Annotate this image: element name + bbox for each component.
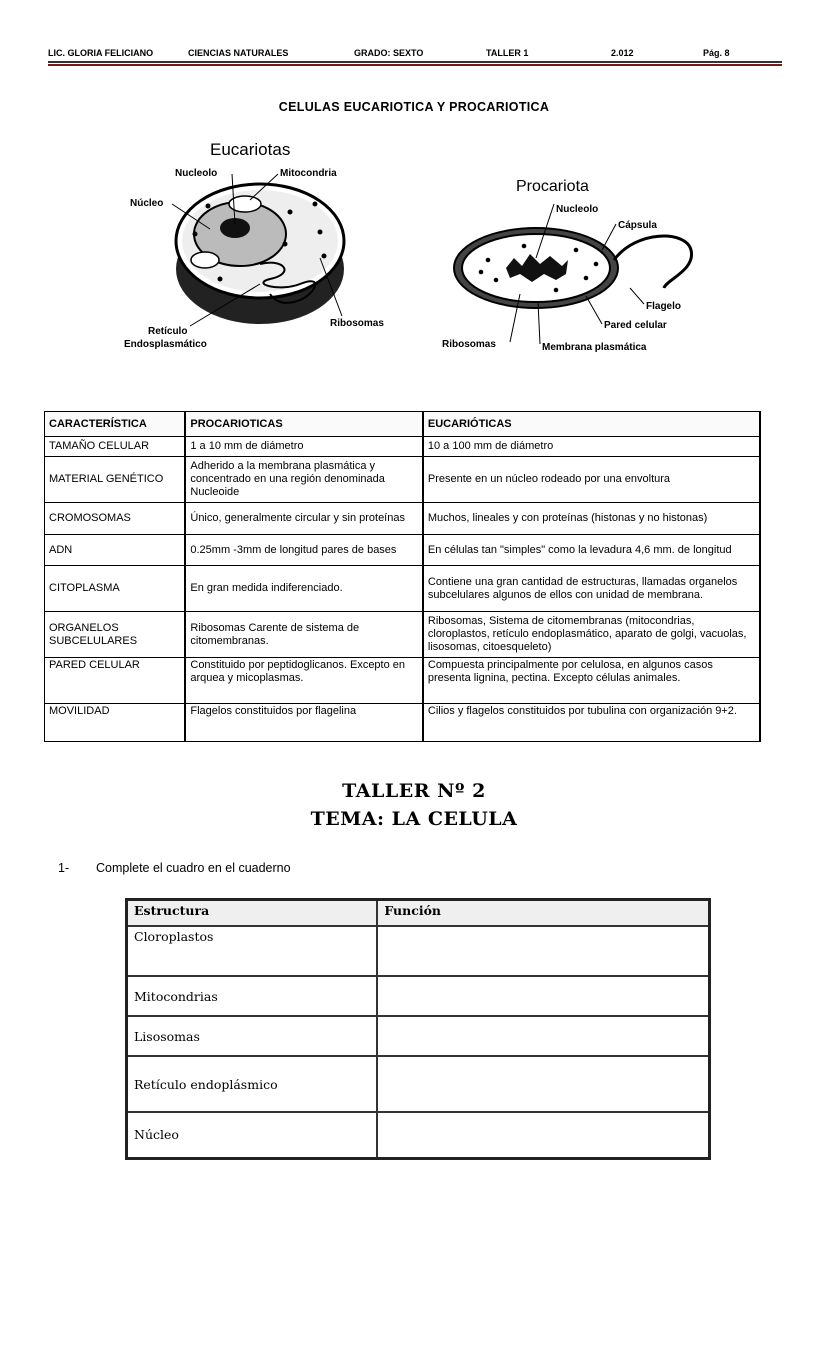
table-row: [45, 566, 761, 612]
table-row: [45, 503, 761, 535]
label-membrana: Membrana plasmática: [542, 342, 647, 353]
table-cell: Único, generalmente circular y sin proteínas: [185, 503, 423, 535]
table-cell: Presente en un núcleo rodeado por una envoltura: [423, 457, 760, 503]
header-cell: CARACTERÍSTICA: [45, 412, 186, 437]
table-row: [127, 976, 710, 1016]
eukaryote-diagram: [110, 134, 410, 356]
table-header-row: [45, 412, 761, 437]
table-cell: CROMOSOMAS: [45, 503, 186, 535]
label-mitocondria: Mitocondria: [280, 168, 337, 179]
header-rule: [48, 61, 782, 63]
table-cell: PARED CELULAR: [45, 658, 186, 704]
table-cell: En células tan "simples" como la levadura 4,6 mm. de longitud: [423, 535, 760, 566]
table-row: [127, 1056, 710, 1112]
mitochondria-icon: [191, 252, 219, 268]
header-year: 2.012: [611, 48, 634, 58]
function-answer-cell[interactable]: [377, 976, 709, 1016]
table-cell: Constituido por peptidoglicanos. Excepto en arquea y micoplasmas.: [185, 658, 423, 704]
label-reticulo-1: Retículo: [148, 326, 188, 337]
question-number: 1-: [58, 861, 70, 875]
table-row: [45, 437, 761, 457]
table-cell: ADN: [45, 535, 186, 566]
table-row: [45, 704, 761, 742]
label-ribosomas: Ribosomas: [442, 339, 496, 350]
table-header-row: [127, 900, 710, 927]
table-row: [45, 658, 761, 704]
table-row: [45, 535, 761, 566]
table-row: [45, 612, 761, 658]
table-cell: Muchos, lineales y con proteínas (histonas y no histonas): [423, 503, 760, 535]
page-header: [48, 46, 782, 60]
label-nucleo: Núcleo: [130, 198, 164, 209]
table-cell: En gran medida indiferenciado.: [185, 566, 423, 612]
table-cell: Ribosomas Carente de sistema de citomembranas.: [185, 612, 423, 658]
flagellum-icon: [614, 236, 692, 288]
header-subject: CIENCIAS NATURALES: [188, 48, 289, 58]
table-cell: 0.25mm -3mm de longitud pares de bases: [185, 535, 423, 566]
table-row: [127, 926, 710, 976]
header-grade: GRADO: SEXTO: [354, 48, 424, 58]
prokaryote-title: Procariota: [516, 178, 589, 195]
comparison-table: [44, 411, 761, 742]
fill-in-table: [125, 898, 711, 1160]
table-cell: MOVILIDAD: [45, 704, 186, 742]
workshop-title: TALLER Nº 2: [342, 780, 486, 802]
structure-cell: Mitocondrias: [127, 976, 378, 1016]
table-cell: CITOPLASMA: [45, 566, 186, 612]
header-cell: EUCARIÓTICAS: [423, 412, 760, 437]
header-page: Pág. 8: [703, 48, 730, 58]
function-answer-cell[interactable]: [377, 1056, 709, 1112]
eukaryote-title: Eucariotas: [210, 140, 291, 159]
table-cell: Ribosomas, Sistema de citomembranas (mitocondrias, cloroplastos, retículo endoplasmático, aparato de golgi, vacuolas, lisosomas, citoesqueleto): [423, 612, 760, 658]
header-rule-accent: [48, 64, 782, 66]
table-cell: Adherido a la membrana plasmática y concentrado en una región denominada Nucleoide: [185, 457, 423, 503]
table-cell: ORGANELOS SUBCELULARES: [45, 612, 186, 658]
structure-cell: Núcleo: [127, 1112, 378, 1158]
table-cell: Cilios y flagelos constituidos por tubulina con organización 9+2.: [423, 704, 760, 742]
table-cell: MATERIAL GENÉTICO: [45, 457, 186, 503]
table-cell: Compuesta principalmente por celulosa, en algunos casos presenta lignina, pectina. Excepto células animales.: [423, 658, 760, 704]
table-row: [127, 1016, 710, 1056]
label-flagelo: Flagelo: [646, 301, 682, 312]
label-capsula: Cápsula: [618, 220, 657, 231]
table-cell: 10 a 100 mm de diámetro: [423, 437, 760, 457]
label-reticulo-2: Endosplasmático: [124, 339, 207, 350]
function-answer-cell[interactable]: [377, 1016, 709, 1056]
header-cell: PROCARIOTICAS: [185, 412, 423, 437]
function-answer-cell[interactable]: [377, 1112, 709, 1158]
workshop-theme: TEMA: LA CELULA: [310, 808, 518, 830]
question-text: Complete el cuadro en el cuaderno: [96, 861, 291, 875]
label-pared: Pared celular: [604, 320, 667, 331]
structure-cell: Cloroplastos: [127, 926, 378, 976]
page-title: CELULAS EUCARIOTICA Y PROCARIOTICA: [278, 100, 550, 114]
table-cell: 1 a 10 mm de diámetro: [185, 437, 423, 457]
header-cell: Estructura: [127, 900, 378, 927]
structure-cell: Lisosomas: [127, 1016, 378, 1056]
header-cell: Función: [377, 900, 709, 927]
structure-cell: Retículo endoplásmico: [127, 1056, 378, 1112]
header-teacher: LIC. GLORIA FELICIANO: [48, 48, 154, 58]
prokaryote-diagram: [436, 170, 706, 356]
function-answer-cell[interactable]: [377, 926, 709, 976]
label-nucleolo: Nucleolo: [556, 204, 599, 215]
table-row: [45, 457, 761, 503]
header-workshop: TALLER 1: [486, 48, 529, 58]
table-cell: Flagelos constituidos por flagelina: [185, 704, 423, 742]
label-ribosomas: Ribosomas: [330, 318, 384, 329]
table-cell: Contiene una gran cantidad de estructuras, llamadas organelos subcelulares algunos de ellos con unidad de membrana.: [423, 566, 760, 612]
table-row: [127, 1112, 710, 1158]
table-cell: TAMAÑO CELULAR: [45, 437, 186, 457]
label-nucleolo: Nucleolo: [175, 168, 218, 179]
